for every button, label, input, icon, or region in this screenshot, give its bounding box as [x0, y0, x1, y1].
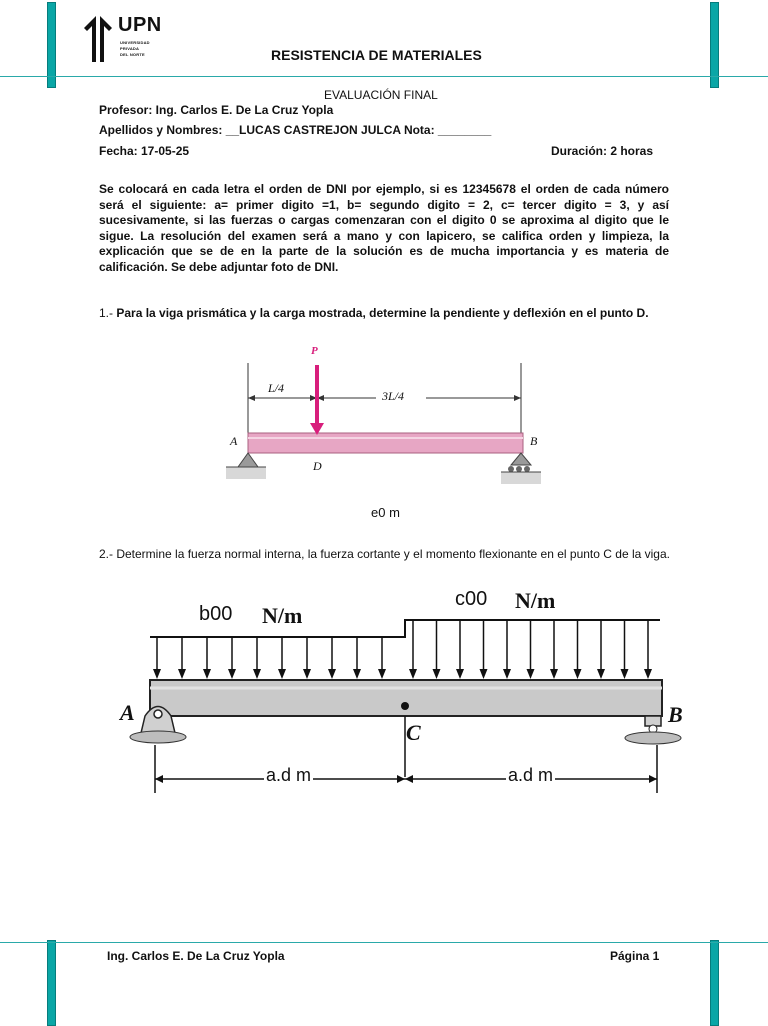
logo-wordmark: UPN	[118, 14, 162, 36]
student-name-line: Apellidos y Nombres: __LUCAS CASTREJON JULCA Nota: ________	[99, 123, 492, 137]
support-label-b2: B	[668, 702, 683, 727]
load-arrow-head	[456, 669, 464, 679]
load-arrow-head	[328, 669, 336, 679]
upn-logo	[82, 14, 162, 64]
distributed-load-arrows	[153, 620, 652, 679]
load-arrow-head	[574, 669, 582, 679]
load-arrow-head	[621, 669, 629, 679]
load-arrow-head	[203, 669, 211, 679]
load-arrow-head	[353, 669, 361, 679]
load-arrow-head	[303, 669, 311, 679]
beam-2	[150, 680, 662, 716]
load-arrow-head	[278, 669, 286, 679]
duracion-line: Duración: 2 horas	[551, 144, 654, 158]
load-label-p: P	[311, 345, 318, 357]
load-left-variable: b00	[199, 603, 233, 625]
question-2-text: 2.- Determine la fuerza normal interna, la fuerza cortante y el momento flexionante en el punto C de la viga.	[99, 547, 670, 561]
support-label-b: B	[530, 434, 538, 448]
load-arrow-head	[253, 669, 261, 679]
logo-sub-2: PRIVADA	[120, 46, 140, 51]
exam-heading: EVALUACIÓN FINAL	[324, 88, 438, 102]
load-arrow-head	[597, 669, 605, 679]
dim-label-left-ad: a.d m	[266, 765, 312, 785]
load-arrow-head	[178, 669, 186, 679]
question-1	[99, 306, 649, 320]
load-arrow-head	[480, 669, 488, 679]
load-right-variable: c00	[455, 588, 488, 610]
question-1-value: e0 m	[371, 505, 400, 520]
question-1-text: Para la viga prismática y la carga mostrada, determine la pendiente y deflexión en el punto D.	[116, 306, 649, 320]
support-label-a2: A	[120, 700, 135, 725]
load-right-unit: N/m	[515, 588, 556, 613]
bottom-right-edge-bar	[710, 940, 719, 1026]
pin-support-a-icon	[238, 453, 258, 467]
support-label-a: A	[230, 434, 238, 448]
dim-label-right-ad: a.d m	[508, 765, 554, 785]
load-arrow-head	[433, 669, 441, 679]
point-c-marker	[401, 702, 409, 710]
fecha-line: Fecha: 17-05-25	[99, 144, 190, 158]
upn-logo-mark-icon	[82, 14, 122, 64]
beam-figure-1	[218, 343, 548, 493]
logo-sub-3: DEL NORTE	[120, 52, 145, 57]
bottom-left-edge-bar	[47, 940, 56, 1026]
load-arrow-head	[644, 669, 652, 679]
course-title: RESISTENCIA DE MATERIALES	[271, 47, 482, 63]
footer-page-number: Página 1	[610, 949, 660, 963]
dim-label-l4: L/4	[268, 381, 285, 395]
point-label-c: C	[406, 720, 421, 745]
header-rule	[0, 76, 768, 77]
load-arrow-head	[153, 669, 161, 679]
load-arrow-head	[527, 669, 535, 679]
load-arrow-head	[503, 669, 511, 679]
profesor-line: Profesor: Ing. Carlos E. De La Cruz Yopla	[99, 103, 334, 117]
load-left-unit: N/m	[262, 603, 303, 628]
load-arrow-head	[378, 669, 386, 679]
instructions-paragraph: Se colocará en cada letra el orden de DNI por ejemplo, si es 12345678 el orden de cada número será el siguiente: a= primer digito =1, b= segundo digito = 2, c= tercer digito = 3, y así sucesivamente, si las fuerzas o cargas comenzaran con el digito 0 se aproxima al digito que le sigue. La resolución del examen será a mano y con lapicero, se califica orden y limpieza, la explicación que se de en la parte de la solución es de mucha importancia y es materia de calificación. Se debe adjuntar foto de DNI.	[99, 182, 669, 274]
load-arrow-head	[228, 669, 236, 679]
roller-support-b-icon	[511, 453, 531, 465]
footer-rule	[0, 942, 768, 943]
logo-sub-1: UNIVERSIDAD	[120, 40, 150, 45]
load-arrow-head	[409, 669, 417, 679]
load-arrow-head	[550, 669, 558, 679]
footer-author: Ing. Carlos E. De La Cruz Yopla	[107, 949, 285, 963]
dim-label-3l4: 3L/4	[382, 389, 405, 403]
question-1-number: 1.-	[99, 306, 117, 320]
point-label-d: D	[313, 459, 322, 473]
beam-1	[248, 433, 523, 453]
